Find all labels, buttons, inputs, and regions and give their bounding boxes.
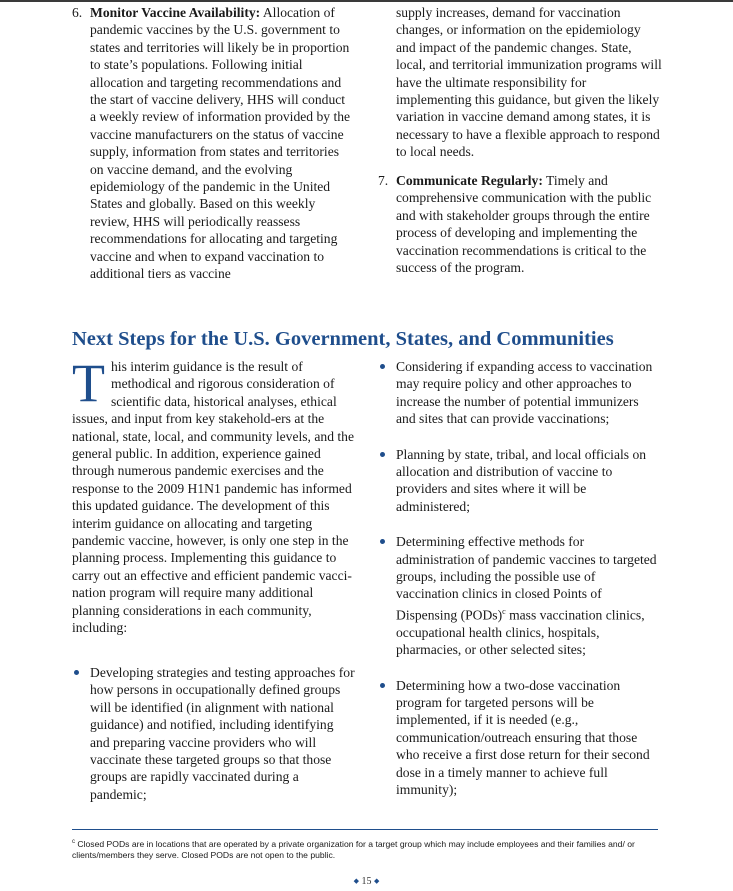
list-item-text: Determining effective methods for administration of pandemic vaccines to targeted groups, including the possible use of vaccination clinics in closed Points of Dispensing (PODs) xyxy=(396,534,657,623)
list-item xyxy=(378,677,660,799)
item-lead: Communicate Regularly: xyxy=(396,173,543,188)
footnote-text: Closed PODs are in locations that are operated by a private organization for a target group which may include employees and their families and/ or clients/members they serve. Closed PODs are not open to the public. xyxy=(72,838,635,860)
page-number xyxy=(0,876,733,887)
left-bullet-list xyxy=(72,664,356,821)
list-item xyxy=(72,664,356,803)
page-number-text: 15 xyxy=(361,876,372,887)
item-continued-text: supply increases, demand for vaccination changes, or information on the epidemiology and impact of the pandemic changes. State, local, and territorial immunization programs will have the ultimate responsibility for implementing this guidance, but given the likely variation in vaccine demand among states, it is necessary to have a flexible approach to respond to local needs. xyxy=(396,5,662,160)
top-rule xyxy=(0,0,733,2)
item-6 xyxy=(72,4,352,283)
item-text: Timely and comprehensive communication with the public and with stakeholder groups through the entire process of developing and implementing the vaccination recommendations is critical to the success of the program. xyxy=(396,173,652,276)
item-number: 7. xyxy=(378,173,389,188)
footnote xyxy=(72,837,662,861)
list-item-text: Determining how a two-dose vaccination program for targeted persons will be implemented, if it is needed (e.g., communication/outreach ensuring that those who receive a first dose return for their second dose in a timely manner to achieve full immunity); xyxy=(396,677,650,798)
list-item xyxy=(378,446,660,516)
item-6-continued xyxy=(378,4,663,161)
item-number: 6. xyxy=(72,5,83,20)
bullet-icon xyxy=(380,683,385,688)
bullet-icon xyxy=(380,539,385,544)
list-item-text: Considering if expanding access to vaccination may require policy and other approaches to increase the number of potential immunizers and sites that can provide vaccinations; xyxy=(396,359,653,427)
footnote-marker: c xyxy=(72,839,75,845)
item-7 xyxy=(378,172,663,276)
intro-text: his interim guidance is the result of methodical and rigorous consideration of scientific data, historical analyses, ethical issues, and input from key stakehold-ers at the national, state, local, and community levels, and the general public. In addition, experience gained through numerous pandemic exercises and the response to the 2009 H1N1 pandemic has informed this updated guidance. The development of this interim guidance on allocating and targeting pandemic vaccine, however, is only one step in the planning process. Implementing this guidance to carry out an effective and efficient pandemic vacci-nation program will require many additional planning considerations in each community, including: xyxy=(72,359,354,636)
item-text: Allocation of pandemic vaccines by the U.S. government to states and territories will likely be in proportion to state’s populations. Following initial allocation and targeting recommendations and the start of vaccine delivery, HHS will conduct a weekly review of information provided by the vaccine manufacturers on the status of vaccine supply, information from states and territories on vaccine demand, and the evolving epidemiology of the pandemic in the United States and globally. Based on this weekly review, HHS will periodically reassess recommendations for allocating and targeting vaccine and when to expand vaccination to additional tiers as vaccine xyxy=(90,5,351,282)
drop-cap: T xyxy=(72,353,105,413)
list-item xyxy=(378,533,660,658)
section-heading: Next Steps for the U.S. Government, States, and Communities xyxy=(72,328,614,350)
bullet-icon xyxy=(74,670,79,675)
diamond-icon: ◆ xyxy=(374,877,380,885)
intro-paragraph xyxy=(72,353,354,637)
right-bullet-list xyxy=(378,358,660,816)
bullet-icon xyxy=(380,452,385,457)
footnote-rule xyxy=(72,829,658,830)
list-item xyxy=(378,358,660,428)
list-item-text-continued: mass vaccination clinics, occupational health clinics, hospitals, pharmacies, or other selected sites; xyxy=(396,607,645,658)
footnote-marker: c xyxy=(502,606,506,616)
bullet-icon xyxy=(380,364,385,369)
list-item-text: Developing strategies and testing approaches for how persons in occupationally defined groups will be identified (in alignment with national guidance) and notified, including identifying and preparing vaccine providers who will vaccinate these targeted groups so that those groups are rapidly vaccinated during a pandemic; xyxy=(90,665,355,802)
item-lead: Monitor Vaccine Availability: xyxy=(90,5,261,20)
diamond-icon: ◆ xyxy=(353,877,359,885)
list-item-text: Planning by state, tribal, and local officials on allocation and distribution of vaccine to providers and sites where it will be administered; xyxy=(396,446,647,514)
